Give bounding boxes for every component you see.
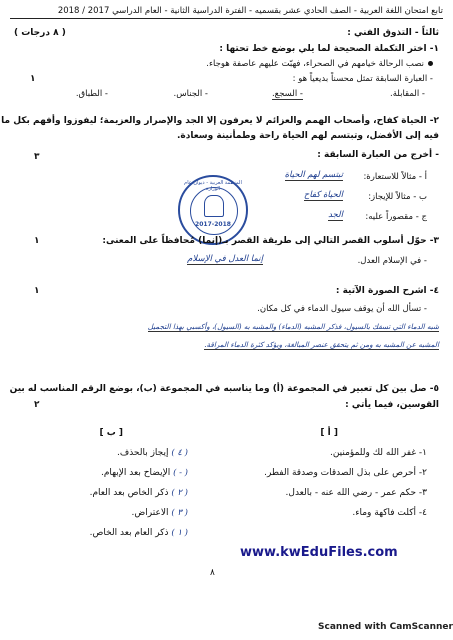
- q5-prompt-line1: ٥- صل بين كل تعبير في المجموعة (أ) وما يناسبه في المجموعة (ب)، بوضع الرقم المناسب له بين: [9, 384, 439, 394]
- q4-answer-line2[interactable]: المشبه عن المشبه به ومن ثم يتحقق عنصر المبالغة، ويؤكد كثرة الدماء المراقة.: [204, 340, 439, 349]
- group-b-title: [ ب ]: [99, 428, 123, 438]
- q2-score: ٣: [34, 152, 40, 162]
- stamp-year: 2017-2018: [195, 221, 231, 228]
- group-b-text-1: إيجاز بالحذف.: [117, 448, 169, 458]
- q3-sentence: - في الإسلام العدل.: [357, 256, 427, 266]
- group-b-row-4: [132, 508, 188, 518]
- group-b-answer-4[interactable]: ( ٣ ): [171, 508, 188, 518]
- group-b-row-1: [117, 448, 188, 458]
- group-b-answer-3[interactable]: ( ٢ ): [171, 488, 188, 498]
- group-b-row-3: [90, 488, 188, 498]
- q2-text-line1: ٢- الحياة كفاح، وأصحاب الهمم والعزائم لا يعرفون إلا الجد والإصرار والعزيمة؛ ليفوزوا وأفهم بكل ما: [1, 116, 439, 126]
- group-a-item-1: ١- غفر الله لك وللمؤمنين.: [329, 448, 427, 458]
- eagle-emblem-icon: [204, 195, 224, 217]
- q1-prompt: ١- اختر التكملة الصحيحة لما يلي بوضع خط تحتها :: [219, 44, 439, 54]
- q2-item-a-label: أ - مثالاً للاستعارة:: [363, 172, 427, 182]
- page-header: تابع امتحان اللغة العربية - الصف الحادي عشر بقسميه - الفترة الدراسية الثانية - العام الدراسي 2017 / 2018: [10, 6, 443, 19]
- q5-score: ٢: [34, 400, 40, 410]
- ministry-stamp: [178, 175, 248, 245]
- group-a-item-2: ٢- أحرص على بذل الصدقات وصدقة الفطر.: [264, 468, 427, 478]
- group-b-text-3: ذكر الخاص بعد العام.: [89, 488, 169, 498]
- stamp-ring-text: المنظمة العربية - ديوان عام الوزارة: [184, 180, 242, 192]
- q3-score: ١: [34, 236, 40, 246]
- group-a-item-4: ٤- أكلت فاكهة وماء.: [352, 508, 427, 518]
- group-b-answer-1[interactable]: ( ٤ ): [171, 448, 188, 458]
- q2-prompt: - أخرج من العبارة السابقة :: [317, 150, 439, 160]
- q4-score: ١: [34, 286, 40, 296]
- page-number: ٨: [210, 568, 215, 578]
- q1-option-4[interactable]: - المقابلة.: [390, 89, 425, 99]
- q3-prompt: ٣- حوّل أسلوب القصر التالي إلى طريقة القصر بـ(إنما) مُحافظاً على المعنى:: [102, 236, 439, 246]
- group-b-text-5: ذكر العام بعد الخاص.: [89, 528, 169, 538]
- group-b-row-2: [101, 468, 188, 478]
- q1-sub: - العبارة السابقة تمثل محسناً بديعياً هو :: [292, 74, 433, 84]
- bullet-icon: [428, 61, 433, 66]
- q1-sentence: [206, 59, 433, 69]
- website-watermark[interactable]: www.kwEduFiles.com: [240, 545, 398, 560]
- q4-sentence: - تسأل الله أن يوقف سيول الدماء في كل مكان.: [257, 304, 427, 314]
- q1-score: ١: [30, 74, 36, 84]
- group-b-answer-2[interactable]: ( - ): [173, 468, 188, 478]
- section-marks: ( ٨ درجات ): [14, 28, 66, 38]
- q2-item-a-answer[interactable]: تبتسم لهم الحياة: [284, 170, 343, 180]
- group-b-answer-5[interactable]: ( ١ ): [171, 528, 188, 538]
- section-title: ثالثاً - التذوق الفني :: [347, 28, 439, 38]
- q1-option-3[interactable]: - السجع.: [271, 89, 303, 99]
- group-b-row-5: [90, 528, 188, 538]
- scanner-credit: Scanned with CamScanner: [318, 622, 453, 632]
- group-a-item-3: ٣- حكم عمر - رضي الله عنه - بالعدل.: [285, 488, 427, 498]
- q4-prompt: ٤- اشرح الصورة الآتية :: [335, 286, 439, 296]
- q4-answer-line1[interactable]: شبه الدماء التي تسفك بالسيول، فذكر المشبه (الدماء) والمشبه به (السيول)، وأكسبي بهذا التجميل: [147, 322, 439, 331]
- q3-answer[interactable]: إنما العدل في الإسلام: [187, 254, 263, 264]
- q2-text-line2: فيه إلى الأفضل، وتبتسم لهم الحياة راحة وطمأنينة وسعادة.: [176, 131, 439, 141]
- group-a-title: [ أ ]: [320, 428, 338, 438]
- q1-option-2[interactable]: - الجناس.: [173, 89, 208, 99]
- group-b-text-4: الاعتراض.: [131, 508, 169, 518]
- q2-item-b-answer[interactable]: الحياة كفاح: [303, 190, 343, 200]
- q2-item-c-answer[interactable]: الجد: [328, 210, 343, 220]
- q2-item-b-label: ب - مثالاً للإيجاز:: [368, 192, 427, 202]
- q1-sentence-text: نصب الرحالة خيامهم في الصحراء، فهبّت عليهم عاصفة هوجاء.: [206, 59, 424, 69]
- q2-item-c-label: ج - مقصوراً عليه:: [365, 212, 427, 222]
- q1-option-1[interactable]: - الطباق.: [75, 89, 108, 99]
- q5-prompt-line2: القوسين، فيما يأتي :: [345, 400, 439, 410]
- group-b-text-2: الإيضاح بعد الإبهام.: [100, 468, 171, 478]
